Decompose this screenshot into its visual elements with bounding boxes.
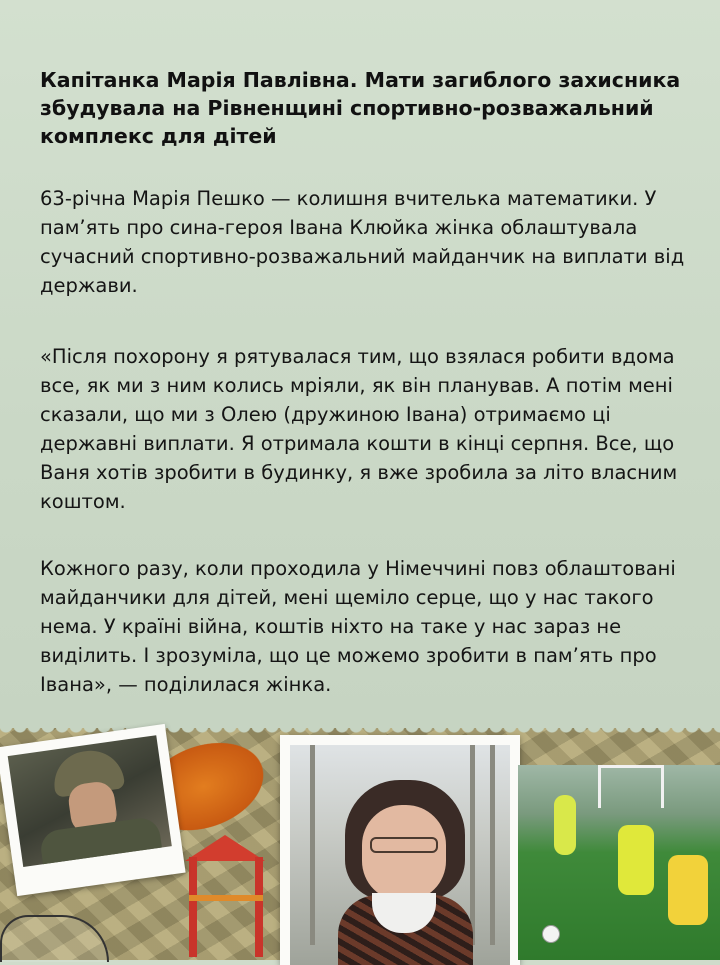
article-title: Капітанка Марія Павлівна. Мати загиблого захисника збудувала на Рівненщині спортивно-розважальний комплекс для дітей [40,68,681,148]
playground-roof [185,835,265,861]
woman-glasses [370,837,438,853]
football-goal [598,765,664,808]
article-paragraph-1: 63-річна Марія Пешко — колишня вчителька математики. У пам’ять про сина-героя Івана Клюйка жінка облаштувала сучасний спортивно-розважальний майданчик на виплати від держави. [40,187,685,297]
football-ball [542,925,560,943]
birch-tree [490,745,495,945]
woman-portrait-image [290,745,510,965]
article-paragraph-2: «Після похорону я рятувалася тим, що взялася робити вдома все, як ми з ним колись мріяли, як він планував. А потім мені сказали, що ми з Олею (дружиною Івана) отримаємо ці державні виплати. Я отримала кошти в кінці серпня. Все, що Ваня хотів зробити в будинку, я вже зробила за літо власним коштом. [40,345,678,513]
football-photo [518,735,720,960]
playground-photo [175,835,285,960]
soldier-image [8,735,172,867]
football-image [518,765,720,960]
woman-portrait-photo [280,735,520,965]
article-paragraph-3: Кожного разу, коли проходила у Німеччині повз облаштовані майданчики для дітей, мені щеміло серце, що у нас такого нема. У країні війна, коштів ніхто на таке у нас зараз не виділить. І зрозуміла, що це можемо зробити в пам’ять про Івана», — поділилася жінка. [40,557,676,696]
playground-post [189,857,197,957]
playground-post [255,857,263,957]
soldier-photo [0,724,186,896]
player-yellow [668,855,708,925]
soldier-uniform [39,816,163,867]
playground-bar [189,895,263,901]
player-yellow [618,825,654,895]
woman-face [362,805,446,901]
birch-tree [470,745,475,945]
birch-tree [310,745,315,945]
player-yellow [554,795,576,855]
